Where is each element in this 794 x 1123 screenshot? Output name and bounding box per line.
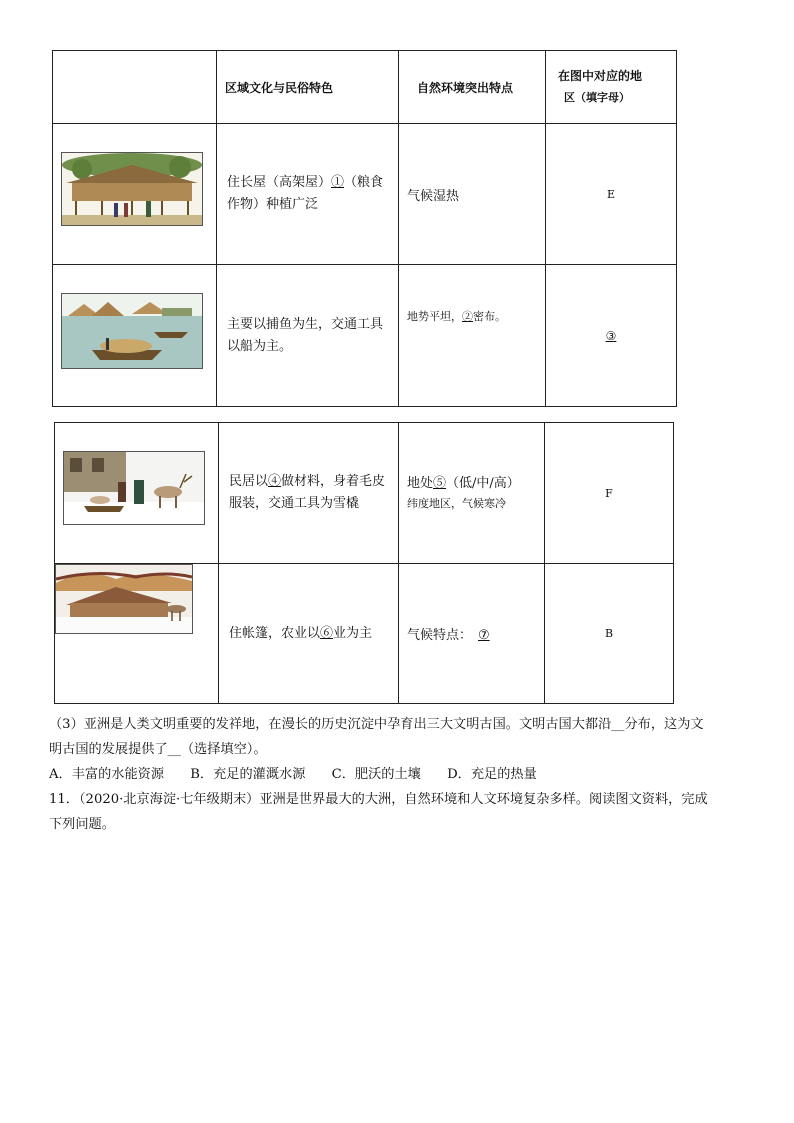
row2-nature-text-b: 密布。	[473, 309, 506, 323]
fishing-boats-illustration	[61, 293, 203, 369]
row3-nature	[399, 423, 545, 564]
option-a: A．丰富的水能资源	[49, 767, 165, 782]
row3-nature-line2: 纬度地区，气候寒冷	[407, 497, 506, 510]
header-culture: 区域文化与民俗特色	[217, 51, 399, 124]
header-region-line2: 区（填字母）	[564, 91, 630, 104]
row4-nature-text-a: 气候特点：	[407, 628, 473, 643]
culture-table-part1	[52, 50, 677, 407]
option-d: D．充足的热量	[447, 767, 537, 782]
option-c: C．肥沃的土壤	[331, 767, 421, 782]
row1-region: E	[546, 124, 677, 265]
row3-nature-text-b: （低/中/高）	[446, 476, 520, 491]
blank-6: ⑥	[320, 625, 334, 641]
blank-1: ①	[331, 175, 345, 190]
row3-nature-text-a: 地处	[407, 476, 434, 491]
question-3-line1: （3）亚洲是人类文明重要的发祥地，在漫长的历史沉淀中孕育出三大文明古国。文明古国大都沿__分布，这为文	[49, 717, 704, 732]
option-b: B．充足的灌溉水源	[190, 767, 306, 782]
row2-region-blank-3: ③	[546, 265, 677, 407]
row1-nature: 气候湿热	[399, 124, 546, 265]
header-region	[546, 51, 677, 124]
row3-culture	[219, 423, 399, 564]
row4-region: B	[545, 564, 674, 704]
row4-culture-text-a: 住帐篷，农业以	[229, 625, 321, 641]
row4-culture	[219, 564, 399, 704]
row2-image-cell	[53, 265, 217, 407]
row1-culture-text-a: 住长屋（高架屋）	[227, 175, 332, 190]
reindeer-sled-illustration	[63, 451, 205, 525]
row1-culture-text-b: （粮食作物）种植广泛	[227, 175, 384, 212]
header-empty-cell	[53, 51, 217, 124]
row3-culture-text-a: 民居以	[229, 474, 269, 489]
header-region-line1: 在图中对应的地	[558, 69, 643, 83]
row3-region: F	[545, 423, 674, 564]
row2-culture: 主要以捕鱼为生，交通工具以船为主。	[217, 265, 399, 407]
question-3-line2: 明古国的发展提供了__（选择填空）。	[49, 742, 267, 757]
row4-nature	[399, 564, 545, 704]
blank-5: ⑤	[433, 476, 447, 491]
row2-nature-text-a: 地势平坦，	[407, 309, 462, 323]
culture-table-part2	[54, 422, 674, 704]
row3-culture-text-b: 做材料，身着毛皮服装，交通工具为雪橇	[229, 474, 386, 511]
question-3-options	[49, 762, 754, 787]
header-nature: 自然环境突出特点	[399, 51, 546, 124]
question-3	[49, 712, 754, 837]
question-11-line1: 11．（2020·北京海淀·七年级期末）亚洲是世界最大的大洲，自然环境和人文环境复杂多样。阅读图文资料，完成	[49, 792, 708, 807]
row3-image-cell	[55, 423, 219, 564]
blank-7: ⑦	[478, 628, 490, 643]
blank-4: ④	[268, 474, 282, 489]
blank-2: ②	[462, 309, 473, 323]
question-11-line2: 下列问题。	[49, 817, 115, 832]
stilt-house-illustration	[61, 152, 203, 226]
row1-culture	[217, 124, 399, 265]
row1-image-cell	[53, 124, 217, 265]
tent-camp-illustration	[55, 564, 193, 634]
row4-culture-text-b: 业为主	[333, 625, 373, 641]
row4-image-cell	[55, 564, 219, 704]
row2-nature	[399, 265, 546, 407]
